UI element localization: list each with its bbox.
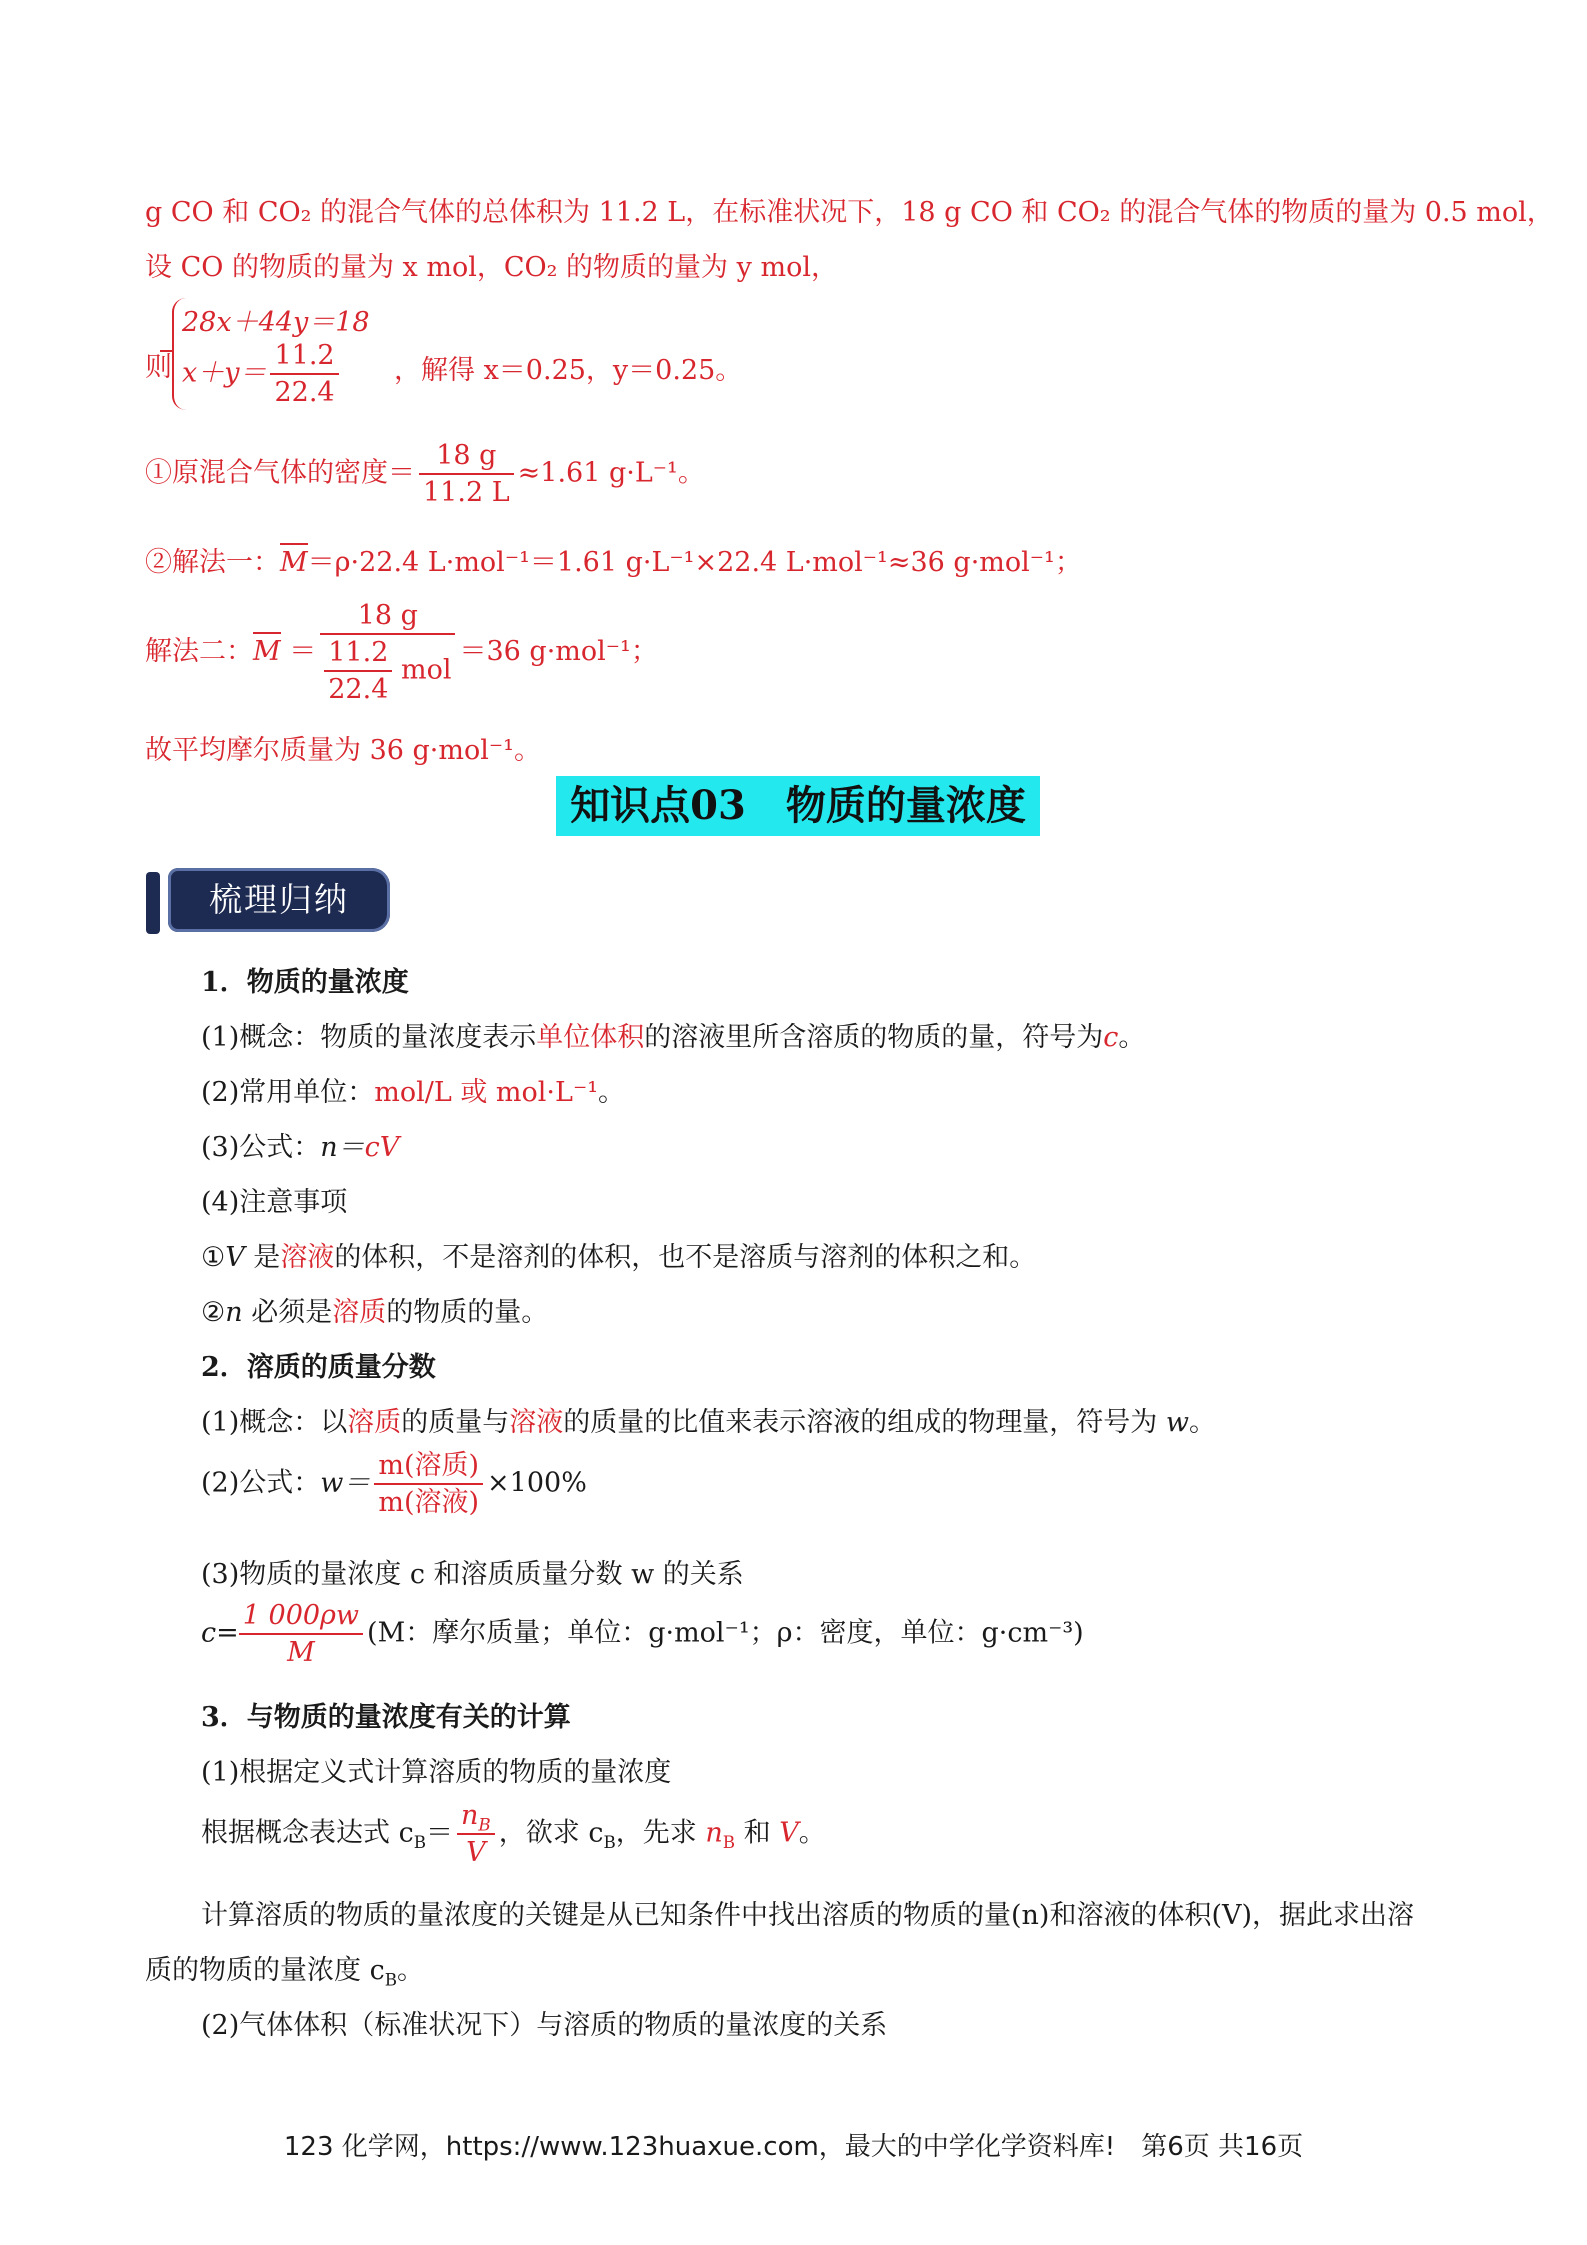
method-1-mbar: M <box>280 543 308 578</box>
section-1-note-2 <box>201 1290 548 1329</box>
s1-formula-n: n＝ <box>320 1132 365 1163</box>
s2-concept-red2: 溶液 <box>509 1407 564 1438</box>
section-1-unit <box>201 1070 625 1109</box>
s2-formula-num: m(溶质) <box>374 1450 483 1485</box>
method-2-left: 解法二： <box>145 636 253 668</box>
s3-para2-sub: B <box>384 1969 398 1990</box>
s3-def-c: ，欲求 c <box>498 1817 604 1849</box>
section-3-heading: 3．与物质的量浓度有关的计算 <box>201 1702 571 1733</box>
s1-note2-c: 的物质的量。 <box>386 1297 549 1328</box>
s3-def-v: V <box>779 1817 799 1849</box>
s3-def-den: V <box>466 1837 486 1869</box>
equation-2-left: x＋y＝ <box>182 357 267 389</box>
s3-def-num: n <box>461 1800 479 1831</box>
s1-unit-a: (2)常用单位： <box>201 1077 375 1108</box>
s2-rel-den: M <box>287 1637 315 1669</box>
s2-concept-c: 的质量的比值来表示溶液的组成的物理量，符号为 <box>563 1407 1166 1438</box>
solve-result: ，解得 x＝0.25，y＝0.25。 <box>394 355 743 386</box>
section-1-heading: 1．物质的量浓度 <box>201 967 409 998</box>
conclusion: 故平均摩尔质量为 36 g·mol⁻¹。 <box>145 735 541 766</box>
s3-def-sub-b1: B <box>413 1831 427 1852</box>
method-2-inner-den: 22.4 <box>328 674 389 706</box>
s2-concept-red1: 溶质 <box>347 1407 402 1438</box>
s1-note1-b: 是 <box>244 1242 281 1273</box>
s2-concept-b: 的质量与 <box>401 1407 510 1438</box>
solution-line-2: 设 CO 的物质的量为 x mol，CO₂ 的物质的量为 y mol， <box>145 252 838 283</box>
density-line <box>145 440 705 508</box>
method-2-mbar: M <box>253 632 281 667</box>
s1-formula-a: (3)公式： <box>201 1132 321 1163</box>
section-2-heading: 2．溶质的质量分数 <box>201 1352 436 1383</box>
equation-2 <box>182 340 343 408</box>
s1-note2-b: 必须是 <box>242 1297 333 1328</box>
s3-para2-end: 。 <box>397 1955 425 1986</box>
s2-concept-w: w <box>1165 1407 1189 1438</box>
density-den: 11.2 L <box>423 477 510 509</box>
s2-formula-w: w＝ <box>320 1467 371 1499</box>
method-2-mol: mol <box>400 654 452 686</box>
solution-line-1: g CO 和 CO₂ 的混合气体的总体积为 11.2 L，在标准状况下，18 g CO 和 CO₂ 的混合气体的物质的量为 0.5 mol， <box>145 197 1554 228</box>
s2-formula-den: m(溶液) <box>378 1487 480 1519</box>
density-num: 18 g <box>419 440 514 475</box>
s3-def-d: ，先求 <box>615 1817 706 1849</box>
method-1-left: ②解法一： <box>145 547 280 578</box>
s1-note2-n: n <box>225 1297 243 1328</box>
s1-note1-red: 溶液 <box>280 1242 335 1273</box>
s1-concept-b: 的溶液里所含溶质的物质的量，符号为 <box>644 1022 1104 1053</box>
section-badge <box>146 868 392 934</box>
equation-1: 28x＋44y＝18 <box>182 307 370 338</box>
section-3-paragraph-2 <box>145 1948 425 1990</box>
section-3-sub-2: (2)气体体积（标准状况下）与溶质的物质的量浓度的关系 <box>201 2010 888 2041</box>
section-2-formula <box>201 1450 587 1518</box>
s3-def-e: 和 <box>735 1817 780 1849</box>
method-1-line <box>145 540 1082 579</box>
badge-bar <box>146 872 160 934</box>
s2-formula-a: (2)公式： <box>201 1467 321 1499</box>
s2-rel-b: (M：摩尔质量；单位：g·mol⁻¹；ρ：密度，单位：g·cm⁻³) <box>367 1617 1084 1649</box>
s1-unit-red: mol/L 或 mol·L⁻¹ <box>374 1077 599 1108</box>
section-1-formula <box>201 1125 399 1164</box>
method-2-line: 解法二：M ＝ 18 g $\frac{11.2}{22.4}$ mol ＝36 g·mol⁻¹； <box>145 600 658 706</box>
s3-def-f: 。 <box>798 1817 826 1849</box>
section-2-relation: (3)物质的量浓度 c 和溶质质量分数 w 的关系 <box>201 1559 744 1590</box>
s2-formula-b: ×100% <box>487 1467 587 1499</box>
s2-concept-a: (1)概念：以 <box>201 1407 348 1438</box>
s3-para2-text: 质的物质的量浓度 c <box>145 1955 385 1986</box>
s3-def-b: ＝ <box>426 1817 454 1849</box>
section-1-concept <box>201 1015 1145 1054</box>
s3-def-n: n <box>705 1817 723 1849</box>
section-1-notes: (4)注意事项 <box>201 1187 348 1218</box>
s1-note2-a: ② <box>201 1297 226 1328</box>
section-3-definition <box>201 1800 826 1868</box>
method-2-inner-num: 11.2 <box>324 637 392 672</box>
section-2-relation-formula <box>201 1600 1084 1668</box>
method-1-right: ＝ρ·22.4 L·mol⁻¹＝1.61 g·L⁻¹×22.4 L·mol⁻¹≈36 g·mol⁻¹； <box>307 547 1082 578</box>
s3-def-sub-b2: B <box>603 1831 616 1852</box>
section-1-note-1 <box>201 1235 1036 1274</box>
density-left: ①原混合气体的密度＝ <box>145 457 415 489</box>
density-right: ≈1.61 g·L⁻¹。 <box>517 457 705 489</box>
s1-concept-c: c <box>1103 1022 1119 1053</box>
s2-concept-d: 。 <box>1188 1407 1216 1438</box>
solution-ze: 则 <box>145 352 172 383</box>
s1-note1-c: 的体积，不是溶剂的体积，也不是溶质与溶剂的体积之和。 <box>334 1242 1037 1273</box>
s1-unit-b: 。 <box>598 1077 626 1108</box>
s3-def-num-sub: B <box>478 1814 491 1835</box>
s1-concept-a: (1)概念：物质的量浓度表示 <box>201 1022 537 1053</box>
method-2-num: 18 g <box>320 600 455 635</box>
knowledge-point-title: 知识点03 物质的量浓度 <box>556 776 1040 836</box>
equation-2-num: 11.2 <box>270 340 338 375</box>
s1-concept-red: 单位体积 <box>536 1022 645 1053</box>
s1-formula-red: cV <box>364 1132 400 1163</box>
s3-def-sub-b3: B <box>722 1831 736 1852</box>
s1-concept-d: 。 <box>1118 1022 1146 1053</box>
page-footer: 123 化学网，https://www.123huaxue.com，最大的中学化学资料库! 第6页 共16页 <box>283 2132 1304 2162</box>
s3-def-a: 根据概念表达式 c <box>201 1817 414 1849</box>
section-3-paragraph-1: 计算溶质的物质的量浓度的关键是从已知条件中找出溶质的物质的量(n)和溶液的体积(V)，据此求出溶 <box>201 1900 1415 1931</box>
s1-note1-v: V <box>225 1242 245 1273</box>
badge-label: 梳理归纳 <box>168 868 390 932</box>
s2-rel-c: c= <box>201 1617 239 1649</box>
section-2-concept <box>201 1400 1216 1439</box>
method-2-right: ＝36 g·mol⁻¹； <box>459 636 658 668</box>
s2-rel-num: 1 000ρw <box>239 1600 363 1635</box>
equation-2-den: 22.4 <box>274 377 335 409</box>
s1-note1-a: ① <box>201 1242 226 1273</box>
section-3-sub-1: (1)根据定义式计算溶质的物质的量浓度 <box>201 1757 672 1788</box>
s1-note2-red: 溶质 <box>332 1297 387 1328</box>
